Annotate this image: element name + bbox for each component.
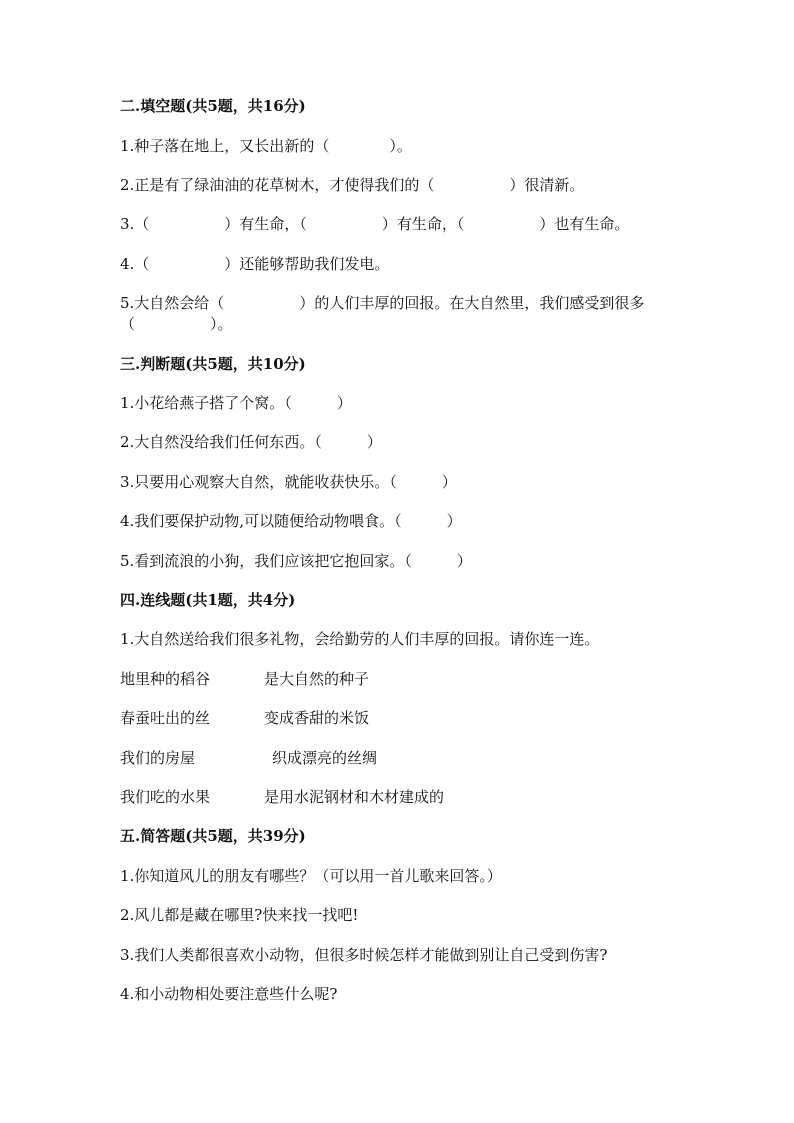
match-left-3: 我们的房屋 <box>120 749 196 767</box>
section4-heading: 四.连线题(共1题，共4分) <box>120 591 296 609</box>
section3-question-5: 5.看到流浪的小狗，我们应该把它抱回家。（ ） <box>120 552 472 570</box>
section5-question-1: 1.你知道风儿的朋友有哪些？（可以用一首儿歌来回答。） <box>120 867 502 885</box>
match-left-2: 春蚕吐出的丝 <box>120 709 211 727</box>
section3-question-4: 4.我们要保护动物,可以随便给动物喂食。（ ） <box>120 512 462 530</box>
section2-question-2: 2.正是有了绿油油的花草树木，才使得我们的（ ）很清新。 <box>120 176 585 194</box>
section5-question-3: 3.我们人类都很喜欢小动物，但很多时候怎样才能做到别让自己受到伤害? <box>120 946 608 964</box>
match-left-1: 地里种的稻谷 <box>120 670 211 688</box>
section5-heading: 五.简答题(共5题，共39分) <box>120 827 306 845</box>
match-right-3: 织成漂亮的丝绸 <box>272 749 378 767</box>
section2-question-4: 4.（ ）还能够帮助我们发电。 <box>120 255 390 273</box>
section3-question-2: 2.大自然没给我们任何东西。（ ） <box>120 433 382 451</box>
section2-question-3: 3.（ ）有生命，（ ）有生命，（ ）也有生命。 <box>120 215 630 233</box>
section5-question-4: 4.和小动物相处要注意些什么呢? <box>120 985 338 1003</box>
match-left-4: 我们吃的水果 <box>120 788 211 806</box>
section2-question-5-line2: （ ）。 <box>120 315 233 333</box>
match-right-2: 变成香甜的米饭 <box>264 709 370 727</box>
section3-question-1: 1.小花给燕子搭了个窝。（ ） <box>120 394 352 412</box>
section4-question-1: 1.大自然送给我们很多礼物，会给勤劳的人们丰厚的回报。请你连一连。 <box>120 630 600 648</box>
match-right-4: 是用水泥钢材和木材建成的 <box>264 788 445 806</box>
section3-heading: 三.判断题(共5题，共10分) <box>120 355 306 373</box>
section2-question-1: 1.种子落在地上，又长出新的（ ）。 <box>120 137 412 155</box>
section2-question-5-line1: 5.大自然会给（ ）的人们丰厚的回报。在大自然里，我们感受到很多 <box>120 294 645 312</box>
section2-heading: 二.填空题(共5题，共16分) <box>120 97 306 115</box>
section3-question-3: 3.只要用心观察大自然，就能收获快乐。（ ） <box>120 473 457 491</box>
section5-question-2: 2.风儿都是藏在哪里?快来找一找吧! <box>120 906 359 924</box>
match-right-1: 是大自然的种子 <box>264 670 370 688</box>
